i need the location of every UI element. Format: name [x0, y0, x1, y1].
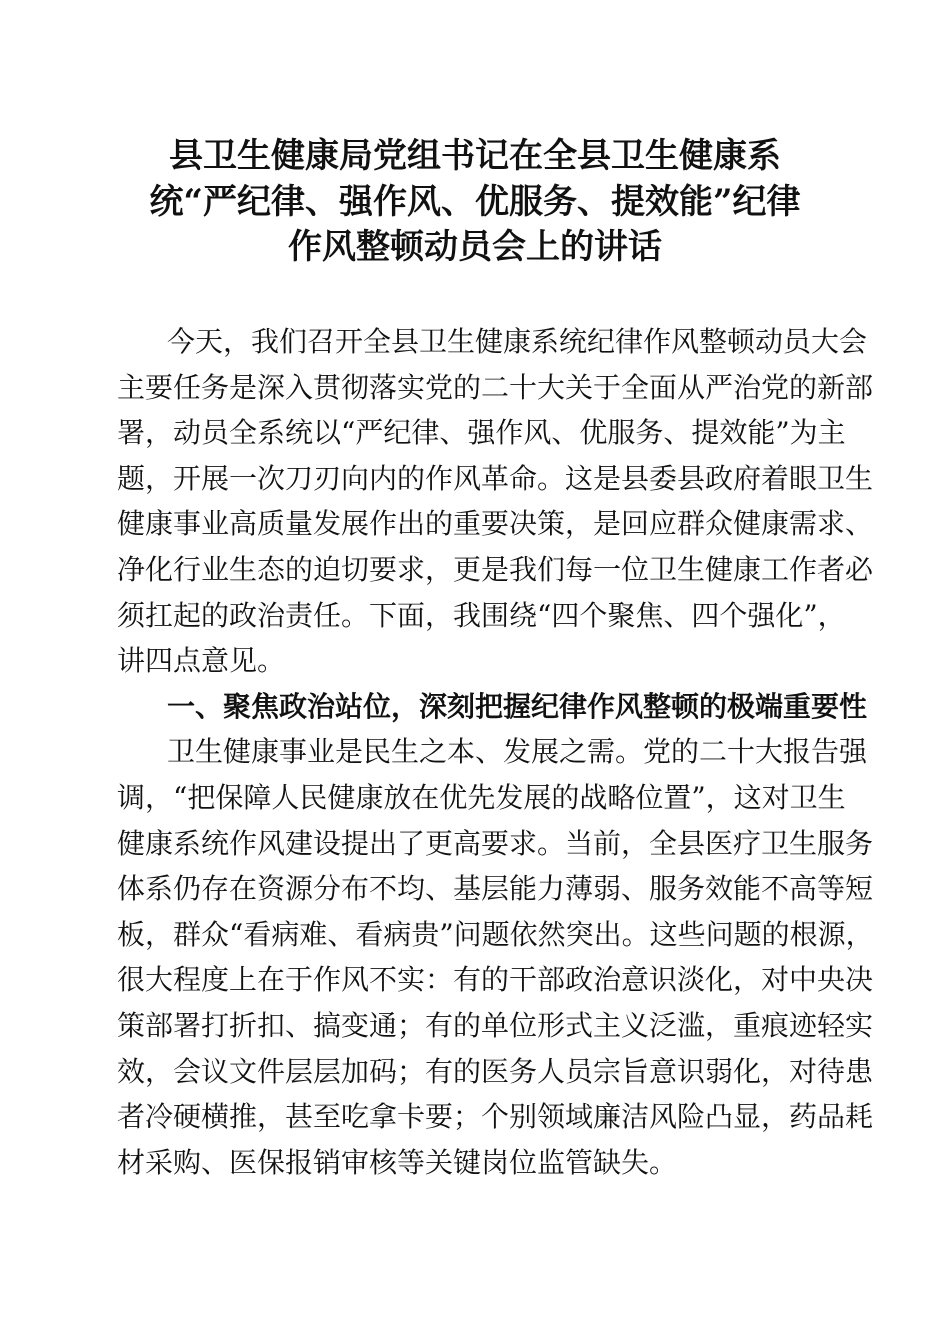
- text-line: 健康事业高质量发展作出的重要决策，是回应群众健康需求、: [117, 507, 874, 541]
- text-line: 很大程度上在于作风不实：有的干部政治意识淡化，对中央决: [117, 963, 874, 997]
- text-line: 卫生健康事业是民生之本、发展之需。党的二十大报告强: [167, 735, 868, 769]
- text-line: 体系仍存在资源分布不均、基层能力薄弱、服务效能不高等短: [117, 872, 874, 906]
- text-line: 者冷硬横推，甚至吃拿卡要；个别领域廉洁风险凸显，药品耗: [117, 1100, 874, 1134]
- document-title: [100, 134, 850, 271]
- text-line: 讲四点意见。: [117, 644, 286, 678]
- text-line: 健康系统作风建设提出了更高要求。当前，全县医疗卫生服务: [117, 826, 874, 860]
- title-line: 县卫生健康局党组书记在全县卫生健康系: [169, 136, 781, 176]
- text-line: 净化行业生态的迫切要求，更是我们每一位卫生健康工作者必: [117, 552, 874, 586]
- text-line: 策部署打折扣、搞变通；有的单位形式主义泛滥，重痕迹轻实: [117, 1008, 874, 1042]
- text-line: 署，动员全系统以“严纪律、强作风、优服务、提效能”为主: [117, 416, 846, 450]
- text-line: 调，“把保障人民健康放在优先发展的战略位置”，这对卫生: [117, 780, 846, 814]
- document-body: [117, 319, 874, 1185]
- title-line: 统“严纪律、强作风、优服务、提效能”纪律: [149, 181, 801, 222]
- paragraph-section-1: [117, 729, 874, 1185]
- text-line: 板，群众“看病难、看病贵”问题依然突出。这些问题的根源，: [117, 917, 874, 951]
- text-line: 今天，我们召开全县卫生健康系统纪律作风整顿动员大会: [167, 325, 868, 358]
- section-heading: 一、聚焦政治站位，深刻把握纪律作风整顿的极端重要性: [167, 689, 868, 723]
- text-line: 主要任务是深入贯彻落实党的二十大关于全面从严治党的新部: [117, 370, 874, 404]
- text-line: 题，开展一次刀刃向内的作风革命。这是县委县政府着眼卫生: [117, 461, 874, 495]
- paragraph-intro: [117, 319, 874, 684]
- text-line: 材采购、医保报销审核等关键岗位监管缺失。: [117, 1145, 678, 1179]
- title-line: 作风整顿动员会上的讲话: [288, 227, 662, 267]
- text-line: 效，会议文件层层加码；有的医务人员宗旨意识弱化，对待患: [117, 1054, 874, 1088]
- text-line: 须扛起的政治责任。下面，我围绕“四个聚焦、四个强化”，: [117, 598, 846, 632]
